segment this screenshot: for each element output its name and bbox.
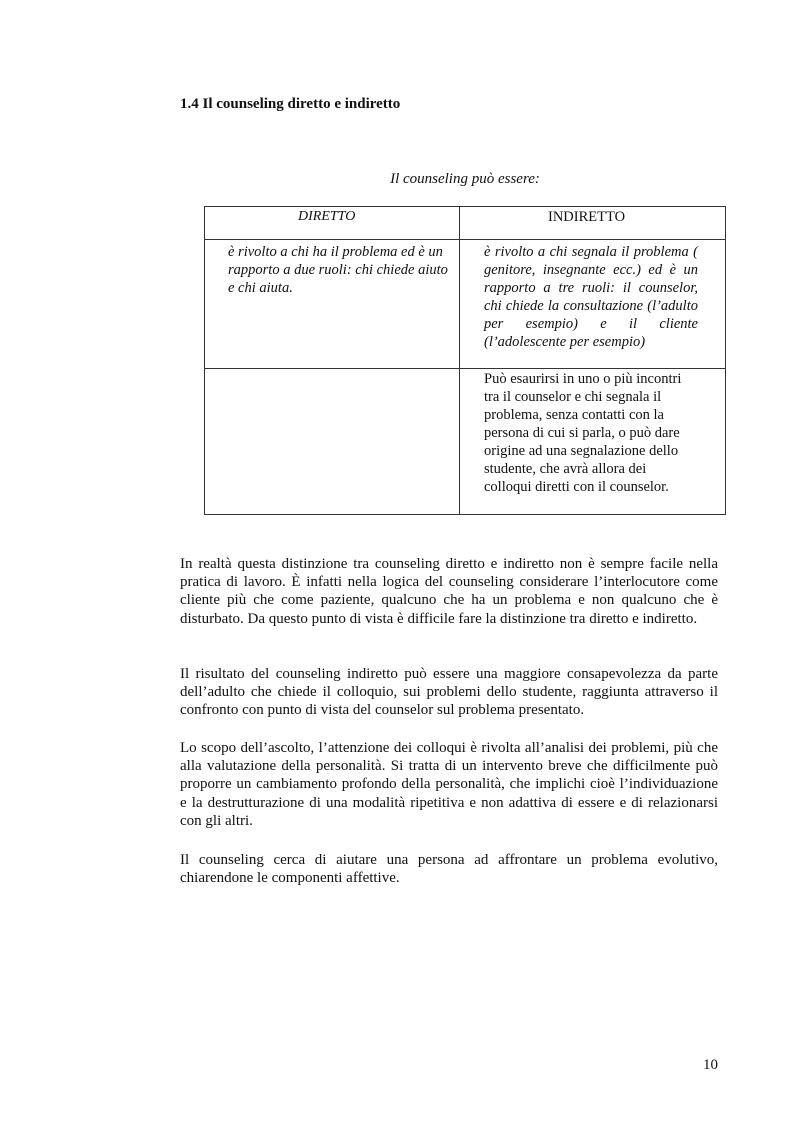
header-indirect: INDIRETTO bbox=[460, 207, 726, 240]
comparison-table bbox=[204, 206, 726, 515]
table-caption: Il counseling può essere: bbox=[390, 171, 540, 187]
table-cell-direct bbox=[205, 369, 460, 515]
header-direct: DIRETTO bbox=[205, 207, 460, 240]
section-heading: 1.4 Il counseling diretto e indiretto bbox=[180, 96, 401, 112]
table-row bbox=[205, 240, 726, 369]
table-cell-indirect bbox=[460, 240, 726, 369]
cell-text bbox=[205, 369, 459, 372]
paragraph: Lo scopo dell’ascolto, l’attenzione dei colloqui è rivolta all’analisi dei problemi, più che alla valutazione della personalità. Si tratta di un intervento breve che difficilmente può proporre un cambiamento profondo della personalità, che implichi cioè l’individuazione e la destrutturazione di una modalità ripetitiva e non adattiva di essere e di relazionarsi con gli altri. bbox=[180, 740, 718, 829]
page-number: 10 bbox=[703, 1057, 718, 1073]
table-cell-indirect bbox=[460, 369, 726, 515]
cell-text: Può esaurirsi in uno o più incontri tra il counselor e chi segnala il problema, senza contatti con la persona di cui si parla, o può dare origine ad una segnalazione dello studente, che avrà allora dei colloqui diretti con il counselor. bbox=[484, 371, 682, 495]
cell-text: è rivolto a chi segnala il problema ( genitore, insegnante ecc.) ed è un rapporto a tre ruoli: il counselor, chi chiede la consultazione (l’adulto per esempio) e il cliente (l’adolescente per esempio) bbox=[484, 244, 698, 350]
paragraph: Il counseling cerca di aiutare una persona ad affrontare un problema evolutivo, chiarendone le componenti affettive. bbox=[180, 852, 718, 887]
table-header-row bbox=[205, 207, 726, 240]
table-row bbox=[205, 369, 726, 515]
cell-text: è rivolto a chi ha il problema ed è un rapporto a due ruoli: chi chiede aiuto e chi aiuta. bbox=[228, 244, 448, 296]
table-cell-direct bbox=[205, 240, 460, 369]
paragraph: Il risultato del counseling indiretto può essere una maggiore consapevolezza da parte dell’adulto che chiede il colloquio, sui problemi dello studente, raggiunta attraverso il confronto con punto di vista del counselor sul problema presentato. bbox=[180, 666, 718, 719]
paragraph: In realtà questa distinzione tra counseling diretto e indiretto non è sempre facile nella pratica di lavoro. È infatti nella logica del counseling considerare l’interlocutore come cliente più che come paziente, qualcuno che ha un problema e non qualcuno che è disturbato. Da questo punto di vista è difficile fare la distinzione tra diretto e indiretto. bbox=[180, 556, 718, 627]
